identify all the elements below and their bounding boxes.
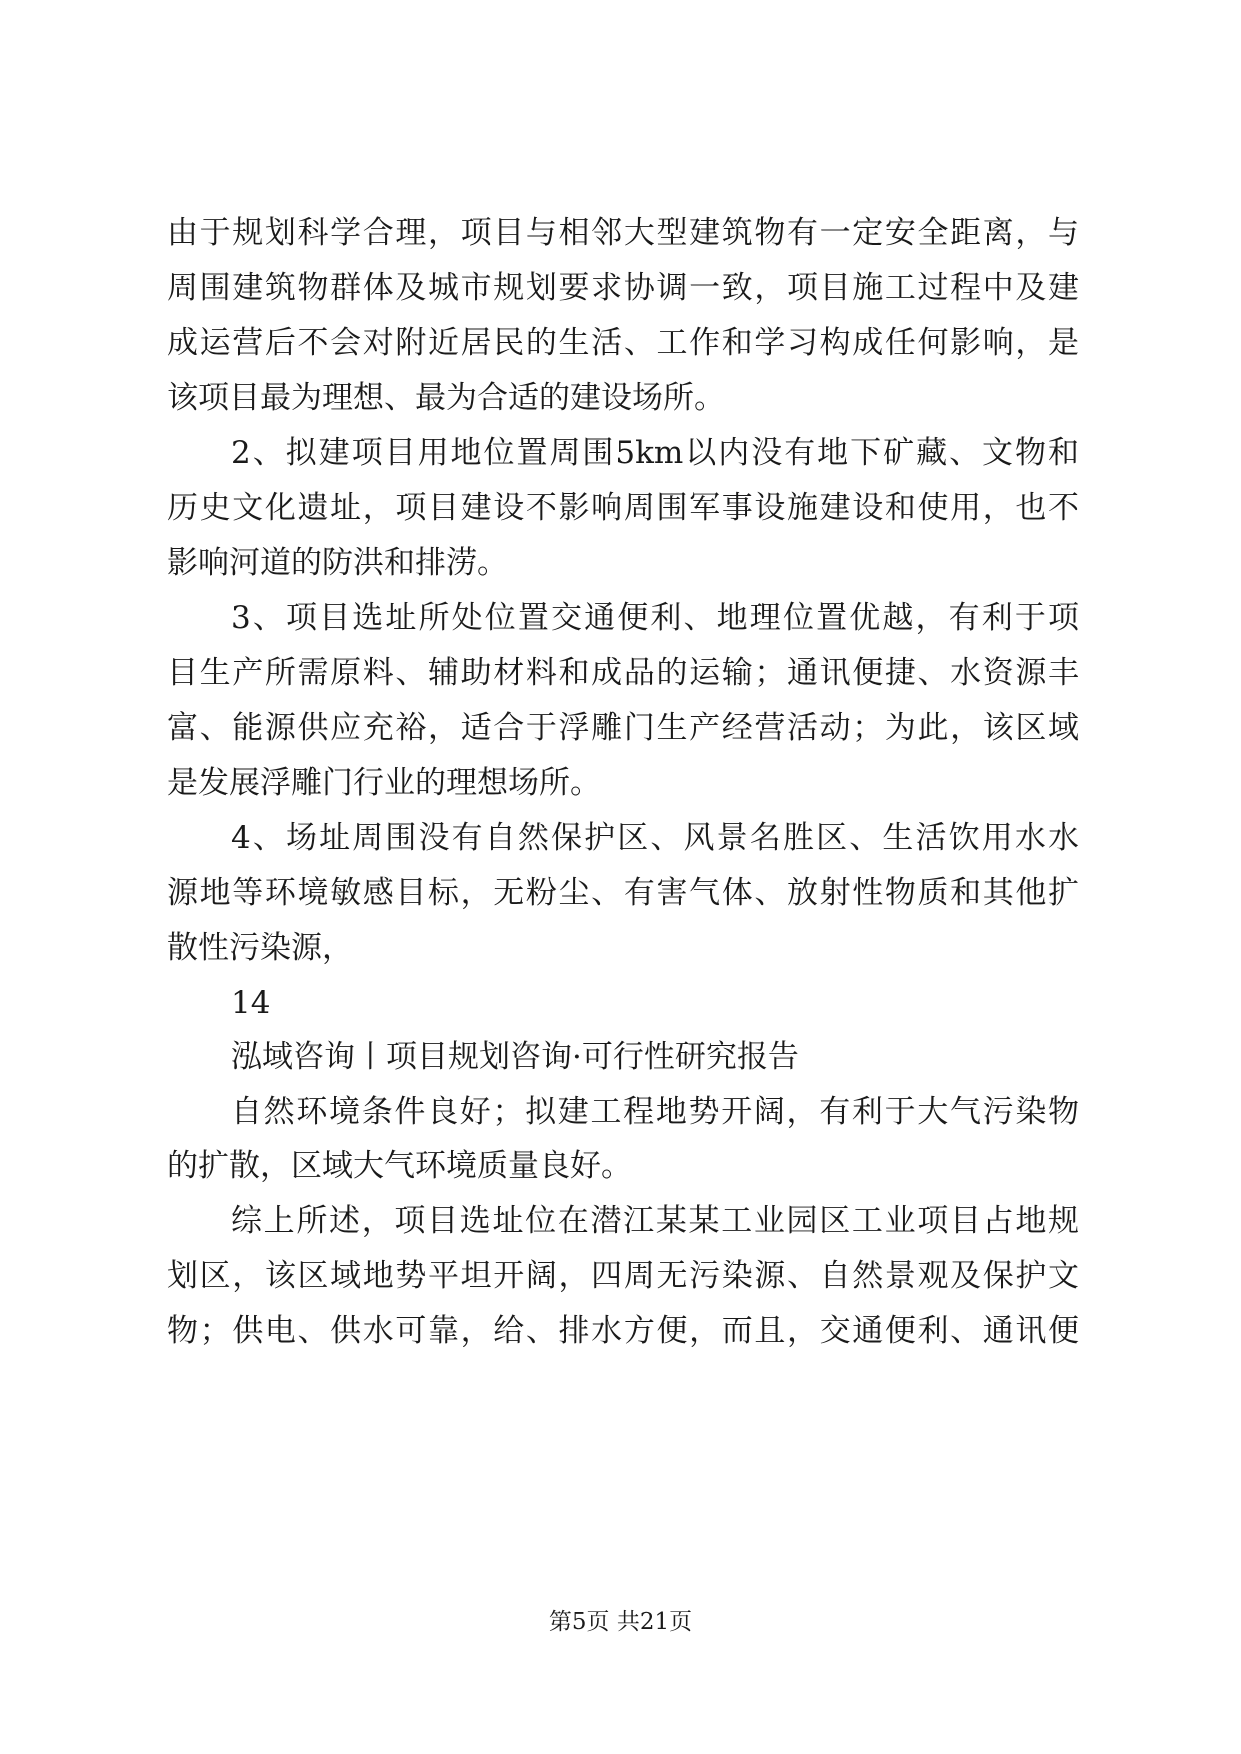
- text-line: 是发展浮雕门行业的理想场所。: [167, 765, 601, 801]
- page-number-inline: 14: [231, 985, 271, 1021]
- text-line: 源地等环境敏感目标，无粉尘、有害气体、放射性物质和其他扩: [167, 875, 1079, 911]
- text-line: 历史文化遗址，项目建设不影响周围军事设施建设和使用，也不: [167, 490, 1079, 526]
- text-line: 综上所述，项目选址位在潜江某某工业园区工业项目占地规: [231, 1203, 1079, 1239]
- text-line: 周围建筑物群体及城市规划要求协调一致，项目施工过程中及建: [167, 270, 1079, 306]
- page-footer: 第5页 共21页: [548, 1609, 693, 1635]
- text-line: 散性污染源，: [167, 930, 353, 966]
- text-line: 该项目最为理想、最为合适的建设场所。: [167, 380, 725, 416]
- text-line: 划区，该区域地势平坦开阔，四周无污染源、自然景观及保护文: [167, 1258, 1079, 1294]
- text-line: 由于规划科学合理，项目与相邻大型建筑物有一定安全距离，与: [167, 215, 1079, 251]
- text-line: 自然环境条件良好；拟建工程地势开阔，有利于大气污染物: [231, 1094, 1079, 1130]
- text-line: 影响河道的防洪和排涝。: [167, 545, 508, 581]
- text-line: 2、拟建项目用地位置周围5km以内没有地下矿藏、文物和: [231, 435, 1079, 471]
- text-line: 富、能源供应充裕，适合于浮雕门生产经营活动；为此，该区域: [167, 710, 1079, 746]
- text-line: 4、场址周围没有自然保护区、风景名胜区、生活饮用水水: [231, 820, 1079, 856]
- running-header: 泓域咨询丨项目规划咨询·可行性研究报告: [231, 1039, 799, 1075]
- text-line: 物；供电、供水可靠，给、排水方便，而且，交通便利、通讯便: [167, 1313, 1079, 1349]
- text-line: 的扩散，区域大气环境质量良好。: [167, 1148, 632, 1184]
- text-line: 3、项目选址所处位置交通便利、地理位置优越，有利于项: [231, 600, 1079, 636]
- text-line: 成运营后不会对附近居民的生活、工作和学习构成任何影响，是: [167, 325, 1079, 361]
- text-line: 目生产所需原料、辅助材料和成品的运输；通讯便捷、水资源丰: [167, 655, 1079, 691]
